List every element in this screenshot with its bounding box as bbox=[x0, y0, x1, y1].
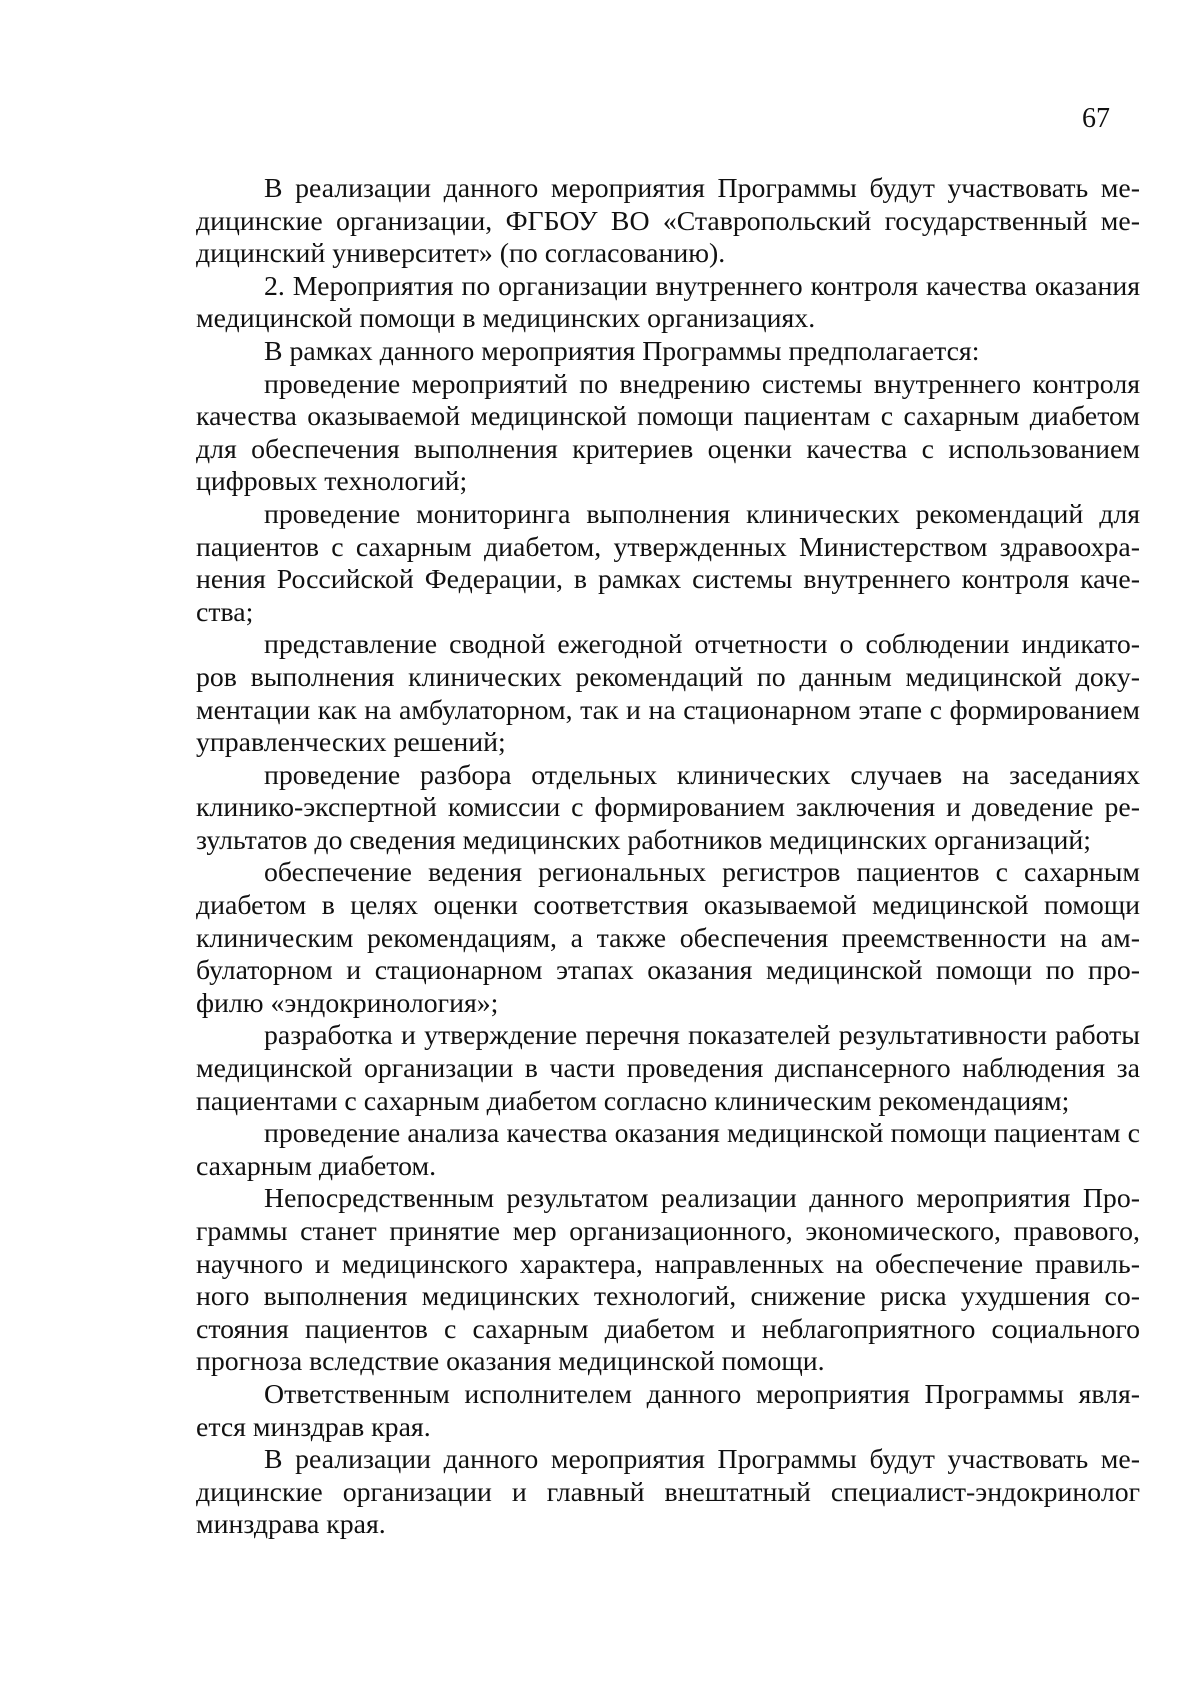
paragraph-intro: В рамках данного мероприятия Программы предполагается: bbox=[264, 335, 980, 367]
paragraph-item-quality-analysis: проведение анализа качества оказания медицинской помощи пациентам с сахарным диабетом. bbox=[196, 1118, 1140, 1182]
paragraph-item-reporting: представление сводной ежегодной отчетности о соблюдении индикаторов выполнения клинических рекомендаций по данным медицинской документации как на амбулаторном, так и на стационарном этапе с формированием управленческих решений; bbox=[196, 629, 1140, 759]
paragraph-result: Непосредственным результатом реализации данного мероприятия Программы станет принятие мер организационного, экономического, правового, научного и медицинского характера, направленных на обеспечение правильного выполнения медицинских технологий, снижение риска ухудшения состояния пациентов с сахарным диабетом и неблагоприятного социального прогноза вследствие оказания медицинской помощи. bbox=[196, 1183, 1140, 1378]
paragraph-participants-2: В реализации данного мероприятия Программы будут участвовать медицинские организации и главный внештатный специалист-эндокринолог минздрава края. bbox=[196, 1444, 1140, 1541]
paragraph-measure-2-title: 2. Мероприятия по организации внутреннего контроля качества оказания медицинской помощи в медицинских организациях. bbox=[196, 270, 1140, 335]
document-body bbox=[196, 173, 1140, 1542]
paragraph-item-registers: обеспечение ведения региональных регистров пациентов с сахарным диабетом в целях оценки соответствия оказываемой медицинской помощи клиническим рекомендациям, а также обеспечения преемственности на амбулаторном и стационарном этапах оказания медицинской помощи по профилю «эндокринология»; bbox=[196, 857, 1140, 1019]
paragraph-item-monitoring: проведение мониторинга выполнения клинических рекомендаций для пациентов с сахарным диабетом, утвержденных Министерством здравоохранения Российской Федерации, в рамках системы внутреннего контроля качества; bbox=[196, 498, 1140, 628]
paragraph-item-case-review: проведение разбора отдельных клинических случаев на заседаниях клинико-экспертной комиссии с формированием заключения и доведение результатов до сведения медицинских работников медицинских организаций; bbox=[196, 759, 1140, 856]
paragraph-participants-1: В реализации данного мероприятия Программы будут участвовать медицинские организации, ФГБОУ ВО «Ставропольский государственный медицинский университет» (по согласованию). bbox=[196, 173, 1140, 270]
paragraph-item-indicators: разработка и утверждение перечня показателей результативности работы медицинской организации в части проведения диспансерного наблюдения за пациентами с сахарным диабетом согласно клиническим рекомендациям; bbox=[196, 1020, 1140, 1117]
page-number: 67 bbox=[1082, 103, 1110, 134]
paragraph-responsible: Ответственным исполнителем данного мероприятия Программы является минздрав края. bbox=[196, 1378, 1140, 1443]
paragraph-item-control-system: проведение мероприятий по внедрению системы внутреннего контроля качества оказываемой медицинской помощи пациентам с сахарным диабетом для обеспечения выполнения критериев оценки качества с использованием цифровых технологий; bbox=[196, 368, 1140, 498]
